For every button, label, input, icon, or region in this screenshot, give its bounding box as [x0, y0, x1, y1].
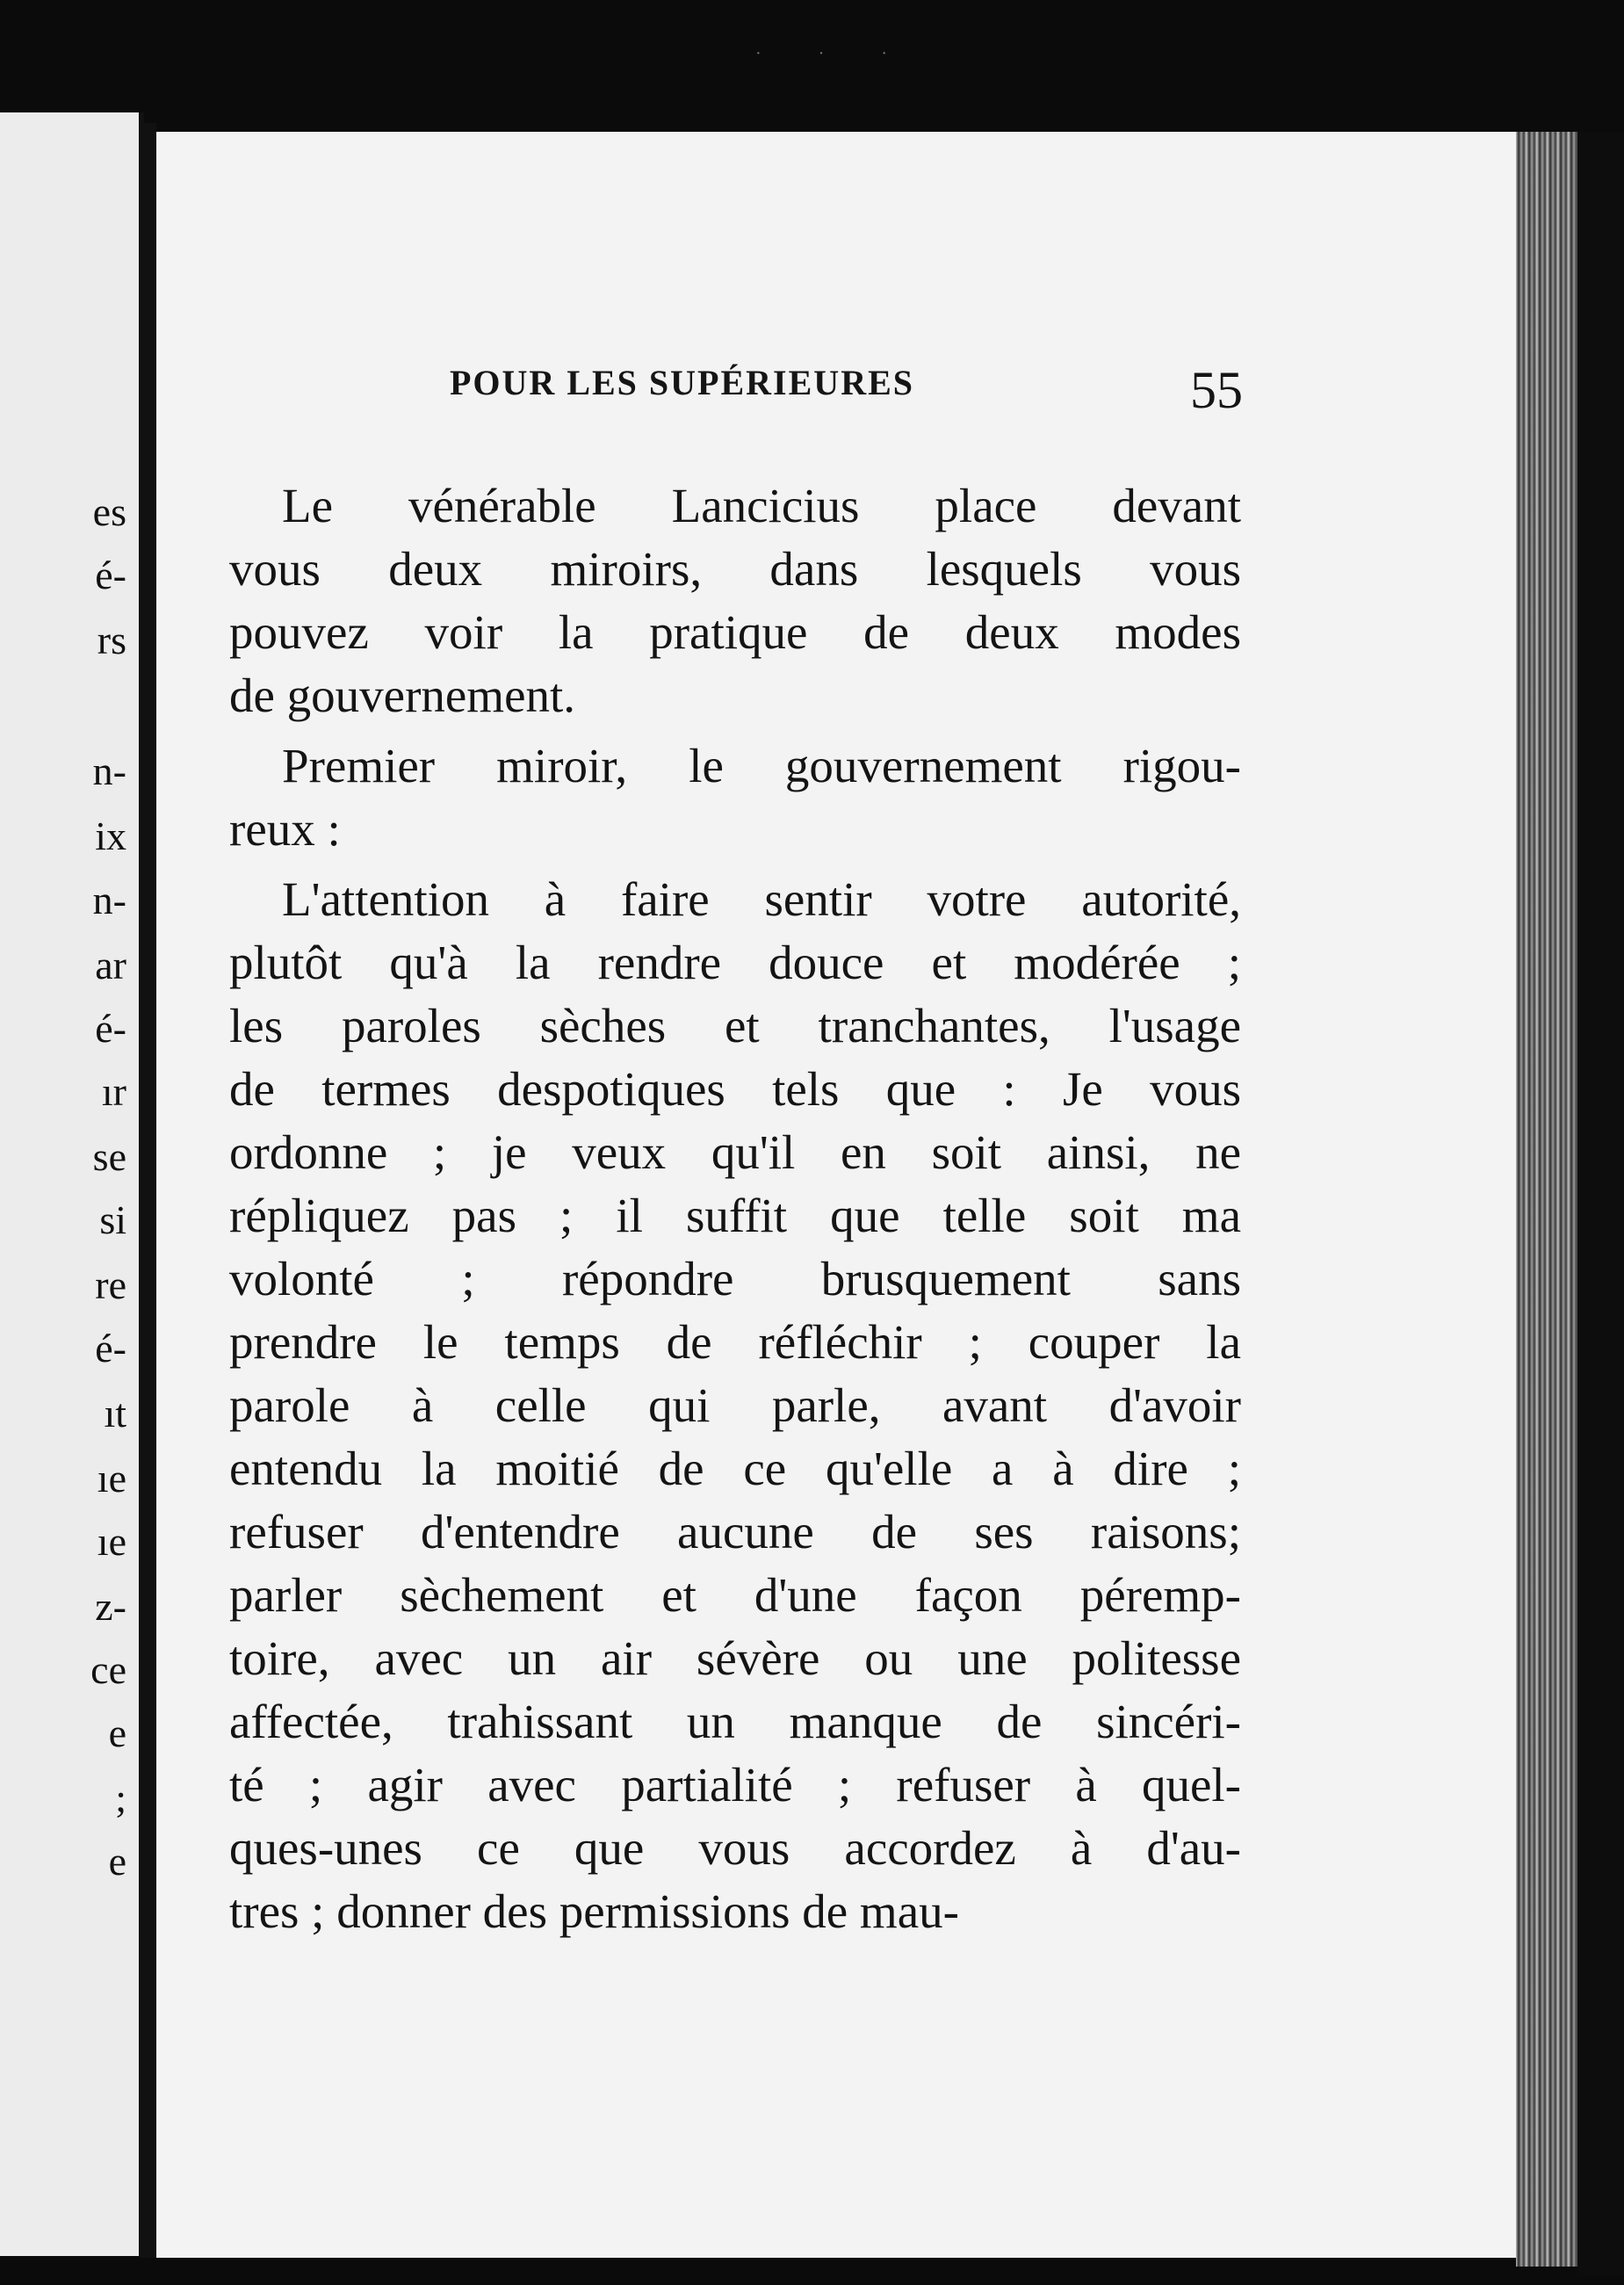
left-page-line-fragment: ce — [90, 1647, 126, 1692]
text-line: ques-unes ce que vous accordez à d'au- — [229, 1821, 1241, 1875]
left-page-line-fragment: e — [108, 1839, 126, 1884]
paragraph — [229, 734, 1241, 861]
text-line: de gouvernement. — [229, 669, 576, 722]
text-line: prendre le temps de réfléchir ; couper la — [229, 1315, 1241, 1369]
text-line: L'attention à faire sentir votre autorité, — [282, 872, 1241, 926]
left-page-line-fragment: ıe — [97, 1456, 126, 1500]
paragraph — [229, 474, 1241, 727]
page-number: 55 — [1190, 361, 1243, 419]
left-page-line-fragment: ix — [95, 813, 126, 858]
left-page-line-fragment: é- — [95, 553, 126, 597]
text-line: reux : — [229, 802, 341, 856]
left-page-line-fragment: n- — [92, 748, 126, 793]
left-page-line-fragment: é- — [95, 1006, 126, 1051]
left-page-line-fragment: ıt — [104, 1391, 126, 1435]
text-line: pouvez voir la pratique de deux modes — [229, 605, 1241, 659]
paragraph — [229, 868, 1241, 1943]
book-gutter — [139, 123, 156, 2258]
left-page-line-fragment: e — [108, 1710, 126, 1755]
left-page-line-fragment: rs — [97, 618, 126, 662]
running-head: POUR LES SUPÉRIEURES — [450, 363, 915, 402]
text-line: entendu la moitié de ce qu'elle a à dire ; — [229, 1442, 1241, 1495]
dust-specks: · · · — [755, 44, 913, 63]
left-page-line-fragment: n- — [92, 878, 126, 922]
page-edges — [1516, 132, 1577, 2267]
text-line: de termes despotiques tels que : Je vous — [229, 1062, 1241, 1116]
text-line: tres ; donner des permissions de mau- — [229, 1884, 959, 1938]
left-page-fragment — [0, 112, 144, 2256]
left-page-line-fragment: z- — [95, 1584, 126, 1629]
left-page-line-fragment: re — [95, 1262, 126, 1307]
body-text — [229, 474, 1241, 1943]
text-line: refuser d'entendre aucune de ses raisons; — [229, 1505, 1241, 1558]
text-line: té ; agir avec partialité ; refuser à quel- — [229, 1758, 1241, 1811]
text-line: toire, avec un air sévère ou une politesse — [229, 1631, 1241, 1685]
text-line: Premier miroir, le gouvernement rigou- — [282, 739, 1241, 792]
text-line: ordonne ; je veux qu'il en soit ainsi, ne — [229, 1125, 1241, 1179]
left-page-line-fragment: é- — [95, 1326, 126, 1370]
left-page-line-fragment: se — [92, 1134, 126, 1179]
left-page-line-fragment: ır — [101, 1069, 126, 1114]
left-page-line-fragment: ar — [95, 943, 126, 987]
left-page-line-fragment: ıe — [97, 1519, 126, 1564]
text-line: parole à celle qui parle, avant d'avoir — [229, 1378, 1241, 1432]
left-page-line-fragment: es — [92, 489, 126, 534]
book-cover-edge — [1577, 132, 1624, 2275]
left-page-line-fragment: si — [99, 1197, 126, 1242]
text-line: volonté ; répondre brusquement sans — [229, 1252, 1241, 1305]
text-line: vous deux miroirs, dans lesquels vous — [229, 542, 1241, 596]
text-line: parler sèchement et d'une façon péremp- — [229, 1568, 1241, 1622]
text-line: répliquez pas ; il suffit que telle soit ma — [229, 1189, 1241, 1242]
paragraph-gap — [229, 727, 1241, 734]
text-line: Le vénérable Lancicius place devant — [282, 479, 1241, 532]
left-page-line-fragment: ; — [115, 1775, 126, 1820]
paragraph-gap — [229, 861, 1241, 868]
text-line: plutôt qu'à la rendre douce et modérée ; — [229, 936, 1241, 989]
text-line: affectée, trahissant un manque de sincéri- — [229, 1695, 1241, 1748]
text-line: les paroles sèches et tranchantes, l'usage — [229, 999, 1241, 1052]
